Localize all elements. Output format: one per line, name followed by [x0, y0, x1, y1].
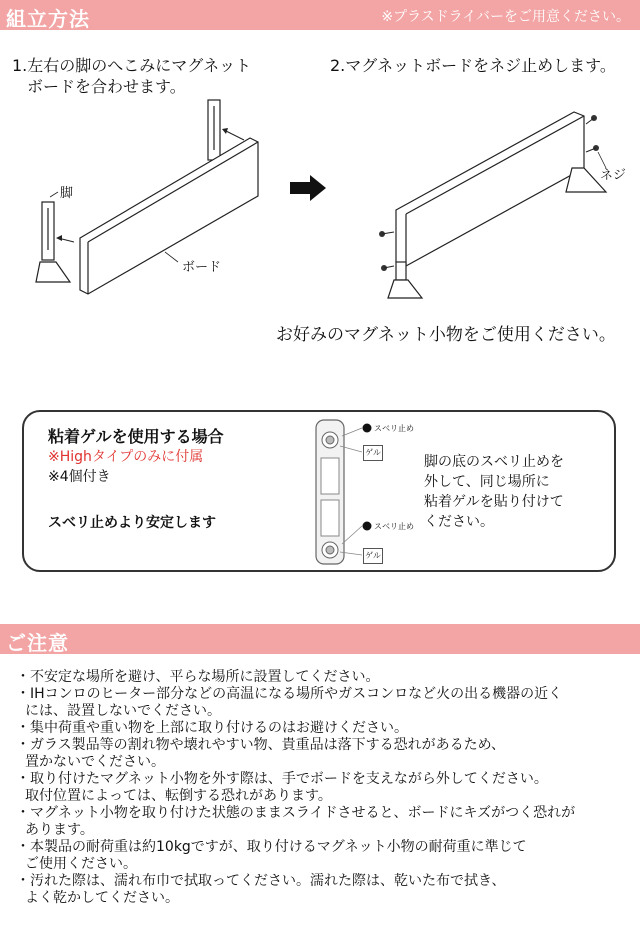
gel-description-line: 粘着ゲルを貼り付けて	[424, 494, 564, 510]
step-1-line-2: ボードを合わせます。	[27, 77, 186, 96]
caution-item: ・IHコンロのヒーター部分などの高温になる場所やガスコンロなど火の出る機器の近く には、設置しないでください。	[16, 686, 563, 719]
caution-item: ・汚れた際は、濡れ布巾で拭取ってください。濡れた際は、乾いた布で拭き、 よく乾かしてください。	[16, 873, 506, 906]
gel-note-count: ※4個付き	[48, 469, 111, 485]
gel-description	[424, 452, 564, 532]
gel-stable-text: スベリ止めより安定します	[48, 515, 216, 531]
caution-title: ご注意	[6, 631, 69, 655]
gel-description-line: 外して、同じ場所に	[424, 474, 550, 490]
caution-item: ・取り付けたマグネット小物を外す際は、手でボードを支えながら外してください。 取付位置によっては、転倒する恐れがあります。	[16, 771, 548, 804]
caution-item: ・集中荷重や重い物を上部に取り付けるのはお避けください。	[16, 720, 408, 736]
gel-title: 粘着ゲルを使用する場合	[48, 427, 224, 446]
screwdriver-note: ※プラスドライバーをご用意ください。	[381, 9, 630, 25]
slip-label-top: スベリ止め	[374, 424, 414, 433]
slip-label-bottom: スベリ止め	[374, 522, 414, 531]
board-label: ボード	[182, 260, 222, 275]
caution-list	[16, 669, 626, 907]
caution-header	[0, 624, 640, 654]
gel-tag-top: ゲル	[363, 445, 383, 461]
caution-item: ・不安定な場所を避け、平らな場所に設置してください。	[16, 669, 380, 685]
leg-label: 脚	[60, 186, 74, 201]
gel-description-line: ください。	[424, 514, 494, 530]
magnet-caption: お好みのマグネット小物をご使用ください。	[276, 325, 616, 345]
caution-item: ・本製品の耐荷重は約10kgですが、取り付けるマグネット小物の耐荷重に準じて ご使用ください。	[16, 839, 527, 872]
gel-note-high-only: ※Highタイプのみに付属	[48, 449, 204, 465]
caution-item: ・ガラス製品等の割れ物や壊れやすい物、貴重品は落下する恐れがあるため、 置かないでください。	[16, 737, 506, 770]
step-2-line-1: 2.マグネットボードをネジ止めします。	[330, 56, 616, 75]
screw-label: ネジ	[600, 168, 627, 183]
step-1-line-1: 1.左右の脚のへこみにマグネット	[12, 56, 252, 75]
caution-item: ・マグネット小物を取り付けた状態のままスライドさせると、ボードにキズがつく恐れが あります。	[16, 805, 576, 838]
gel-description-line: 脚の底のスベリ止めを	[424, 454, 564, 470]
gel-tag-bottom: ゲル	[363, 548, 383, 564]
assembly-title: 組立方法	[6, 7, 90, 31]
